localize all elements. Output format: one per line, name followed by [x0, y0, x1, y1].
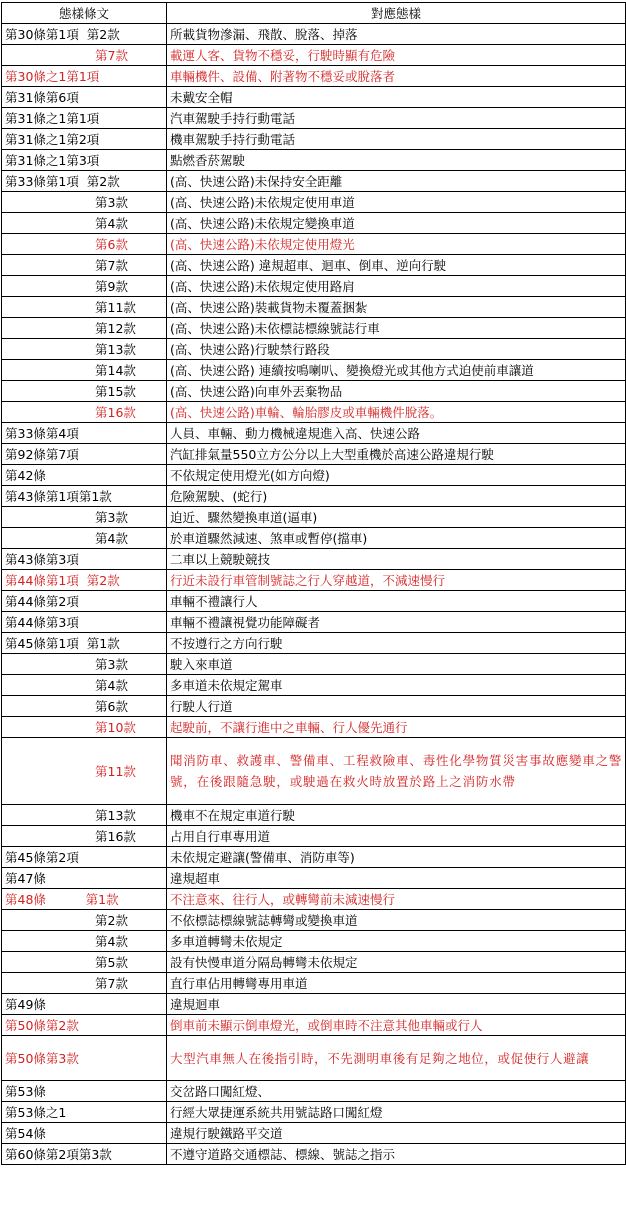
article-cell: 第43條第1項第1款 [2, 486, 167, 507]
pattern-cell: (高、快速公路)未依規定使用車道 [167, 192, 626, 213]
table-row [2, 931, 626, 952]
pattern-cell: 載運人客、貨物不穩妥，行駛時顯有危險 [167, 45, 626, 66]
header-article: 態樣條文 [2, 3, 167, 24]
article-cell: 第31條之1第3項 [2, 150, 167, 171]
pattern-cell: (高、快速公路) 連續按鳴喇叭、變換燈光或其他方式迫使前車讓道 [167, 360, 626, 381]
article-cell: 第44條第1項 第2款 [2, 570, 167, 591]
table-row [2, 549, 626, 570]
table-row [2, 826, 626, 847]
article-cell: 第33條第1項 第2款 [2, 171, 167, 192]
article-cell: 第13款 [2, 805, 167, 826]
article-cell: 第7款 [2, 255, 167, 276]
table-row [2, 465, 626, 486]
table-row [2, 24, 626, 45]
pattern-cell: 機車駕駛手持行動電話 [167, 129, 626, 150]
article-cell: 第11款 [2, 297, 167, 318]
table-body [2, 24, 626, 1165]
pattern-cell: 違規超車 [167, 868, 626, 889]
pattern-cell: 車輛不禮讓行人 [167, 591, 626, 612]
pattern-cell: 點燃香菸駕駛 [167, 150, 626, 171]
article-cell: 第7款 [2, 973, 167, 994]
table-row [2, 591, 626, 612]
pattern-cell: (高、快速公路)未依規定使用路肩 [167, 276, 626, 297]
pattern-cell: 設有快慢車道分隔島轉彎未依規定 [167, 952, 626, 973]
article-cell: 第44條第3項 [2, 612, 167, 633]
pattern-cell: 駛入來車道 [167, 654, 626, 675]
pattern-cell: 占用自行車專用道 [167, 826, 626, 847]
pattern-cell: 不依規定使用燈光(如方向燈) [167, 465, 626, 486]
article-cell: 第49條 [2, 994, 167, 1015]
pattern-cell: 聞消防車、救護車、警備車、工程救險車、毒性化學物質災害事故應變車之警號，在後跟隨急駛，或駛過在救火時放置於路上之消防水帶 [167, 738, 626, 805]
pattern-cell: (高、快速公路)行駛禁行路段 [167, 339, 626, 360]
article-cell: 第9款 [2, 276, 167, 297]
article-cell: 第4款 [2, 931, 167, 952]
article-cell: 第48條 第1款 [2, 889, 167, 910]
table-row [2, 1036, 626, 1081]
pattern-cell: 交岔路口闖紅燈、 [167, 1081, 626, 1102]
pattern-cell: 倒車前未顯示倒車燈光，或倒車時不注意其他車輛或行人 [167, 1015, 626, 1036]
article-cell: 第13款 [2, 339, 167, 360]
table-row [2, 444, 626, 465]
article-cell: 第6款 [2, 696, 167, 717]
article-cell: 第30條之1第1項 [2, 66, 167, 87]
pattern-cell: 行近未設行車管制號誌之行人穿越道，不減速慢行 [167, 570, 626, 591]
table-row [2, 889, 626, 910]
article-cell: 第31條之1第2項 [2, 129, 167, 150]
table-row [2, 129, 626, 150]
table-row [2, 171, 626, 192]
article-cell: 第30條第1項 第2款 [2, 24, 167, 45]
pattern-cell: 汽車駕駛手持行動電話 [167, 108, 626, 129]
article-cell: 第14款 [2, 360, 167, 381]
table-row [2, 696, 626, 717]
table-row [2, 738, 626, 805]
header-pattern: 對應態樣 [167, 3, 626, 24]
table-row [2, 633, 626, 654]
pattern-cell: (高、快速公路)未依規定使用燈光 [167, 234, 626, 255]
pattern-cell: (高、快速公路)向車外丟棄物品 [167, 381, 626, 402]
table-row [2, 507, 626, 528]
table-row [2, 255, 626, 276]
article-cell: 第53條之1 [2, 1102, 167, 1123]
article-cell: 第53條 [2, 1081, 167, 1102]
pattern-cell: 不遵守道路交通標誌、標線、號誌之指示 [167, 1144, 626, 1165]
pattern-cell: 直行車佔用轉彎專用車道 [167, 973, 626, 994]
table-row [2, 717, 626, 738]
article-cell: 第44條第2項 [2, 591, 167, 612]
table-row [2, 805, 626, 826]
pattern-cell: 二車以上競駛競技 [167, 549, 626, 570]
article-cell: 第92條第7項 [2, 444, 167, 465]
table-row [2, 360, 626, 381]
table-row [2, 423, 626, 444]
table-row [2, 213, 626, 234]
article-cell: 第15款 [2, 381, 167, 402]
pattern-cell: 不按遵行之方向行駛 [167, 633, 626, 654]
article-cell: 第43條第3項 [2, 549, 167, 570]
article-cell: 第45條第1項 第1款 [2, 633, 167, 654]
pattern-cell: 車輛機件、設備、附著物不穩妥或脫落者 [167, 66, 626, 87]
table-row [2, 486, 626, 507]
table-row [2, 192, 626, 213]
article-cell: 第16款 [2, 402, 167, 423]
pattern-cell: (高、快速公路)裝載貨物未覆蓋捆紮 [167, 297, 626, 318]
table-row [2, 1123, 626, 1144]
table-row [2, 1144, 626, 1165]
pattern-cell: (高、快速公路) 違規超車、迴車、倒車、逆向行駛 [167, 255, 626, 276]
pattern-cell: (高、快速公路)未依規定變換車道 [167, 213, 626, 234]
pattern-cell: 行經大眾捷運系統共用號誌路口闖紅燈 [167, 1102, 626, 1123]
pattern-cell: 多車道轉彎未依規定 [167, 931, 626, 952]
pattern-cell: 違規迴車 [167, 994, 626, 1015]
table-row [2, 1102, 626, 1123]
pattern-cell: 行駛人行道 [167, 696, 626, 717]
table-row [2, 868, 626, 889]
article-cell: 第5款 [2, 952, 167, 973]
table-row [2, 150, 626, 171]
table-row [2, 339, 626, 360]
table-row [2, 952, 626, 973]
pattern-cell: 未戴安全帽 [167, 87, 626, 108]
pattern-cell: (高、快速公路)未保持安全距離 [167, 171, 626, 192]
pattern-cell: 車輛不禮讓視覺功能障礙者 [167, 612, 626, 633]
pattern-cell: 汽缸排氣量550立方公分以上大型重機於高速公路違規行駛 [167, 444, 626, 465]
table-row [2, 402, 626, 423]
article-cell: 第31條第6項 [2, 87, 167, 108]
table-row [2, 1015, 626, 1036]
table-row [2, 675, 626, 696]
table-header-row [2, 3, 626, 24]
table-row [2, 654, 626, 675]
article-cell: 第11款 [2, 738, 167, 805]
article-cell: 第3款 [2, 654, 167, 675]
article-cell: 第45條第2項 [2, 847, 167, 868]
table-row [2, 87, 626, 108]
article-cell: 第7款 [2, 45, 167, 66]
article-cell: 第10款 [2, 717, 167, 738]
table-row [2, 318, 626, 339]
article-cell: 第33條第4項 [2, 423, 167, 444]
pattern-cell: 於車道驟然減速、煞車或暫停(擋車) [167, 528, 626, 549]
pattern-cell: 不注意來、往行人，或轉彎前未減速慢行 [167, 889, 626, 910]
table-row [2, 994, 626, 1015]
pattern-cell: 人員、車輛、動力機械違規進入高、快速公路 [167, 423, 626, 444]
pattern-cell: (高、快速公路)車輪、輪胎膠皮或車輛機件脫落。 [167, 402, 626, 423]
pattern-cell: 危險駕駛、(蛇行) [167, 486, 626, 507]
article-cell: 第47條 [2, 868, 167, 889]
pattern-cell: 不依標誌標線號誌轉彎或變換車道 [167, 910, 626, 931]
table-row [2, 973, 626, 994]
table-row [2, 528, 626, 549]
table-row [2, 612, 626, 633]
table-row [2, 66, 626, 87]
table-row [2, 234, 626, 255]
table-row [2, 276, 626, 297]
table-row [2, 381, 626, 402]
pattern-cell: 迫近、驟然變換車道(逼車) [167, 507, 626, 528]
article-cell: 第50條第2款 [2, 1015, 167, 1036]
article-cell: 第4款 [2, 213, 167, 234]
violation-table [1, 2, 626, 1165]
pattern-cell: 未依規定避讓(警備車、消防車等) [167, 847, 626, 868]
article-cell: 第16款 [2, 826, 167, 847]
pattern-cell: 違規行駛鐵路平交道 [167, 1123, 626, 1144]
table-row [2, 297, 626, 318]
article-cell: 第6款 [2, 234, 167, 255]
article-cell: 第2款 [2, 910, 167, 931]
pattern-cell: 起駛前，不讓行進中之車輛、行人優先通行 [167, 717, 626, 738]
pattern-cell: (高、快速公路)未依標誌標線號誌行車 [167, 318, 626, 339]
article-cell: 第54條 [2, 1123, 167, 1144]
table-row [2, 45, 626, 66]
table-row [2, 910, 626, 931]
article-cell: 第12款 [2, 318, 167, 339]
article-cell: 第31條之1第1項 [2, 108, 167, 129]
article-cell: 第50條第3款 [2, 1036, 167, 1081]
article-cell: 第3款 [2, 192, 167, 213]
pattern-cell: 大型汽車無人在後指引時，不先測明車後有足夠之地位，或促使行人避讓 [167, 1036, 626, 1081]
table-row [2, 1081, 626, 1102]
pattern-cell: 所載貨物滲漏、飛散、脫落、掉落 [167, 24, 626, 45]
article-cell: 第4款 [2, 675, 167, 696]
table-row [2, 570, 626, 591]
pattern-cell: 多車道未依規定駕車 [167, 675, 626, 696]
article-cell: 第4款 [2, 528, 167, 549]
article-cell: 第42條 [2, 465, 167, 486]
article-cell: 第60條第2項第3款 [2, 1144, 167, 1165]
table-row [2, 847, 626, 868]
table-row [2, 108, 626, 129]
article-cell: 第3款 [2, 507, 167, 528]
pattern-cell: 機車不在規定車道行駛 [167, 805, 626, 826]
